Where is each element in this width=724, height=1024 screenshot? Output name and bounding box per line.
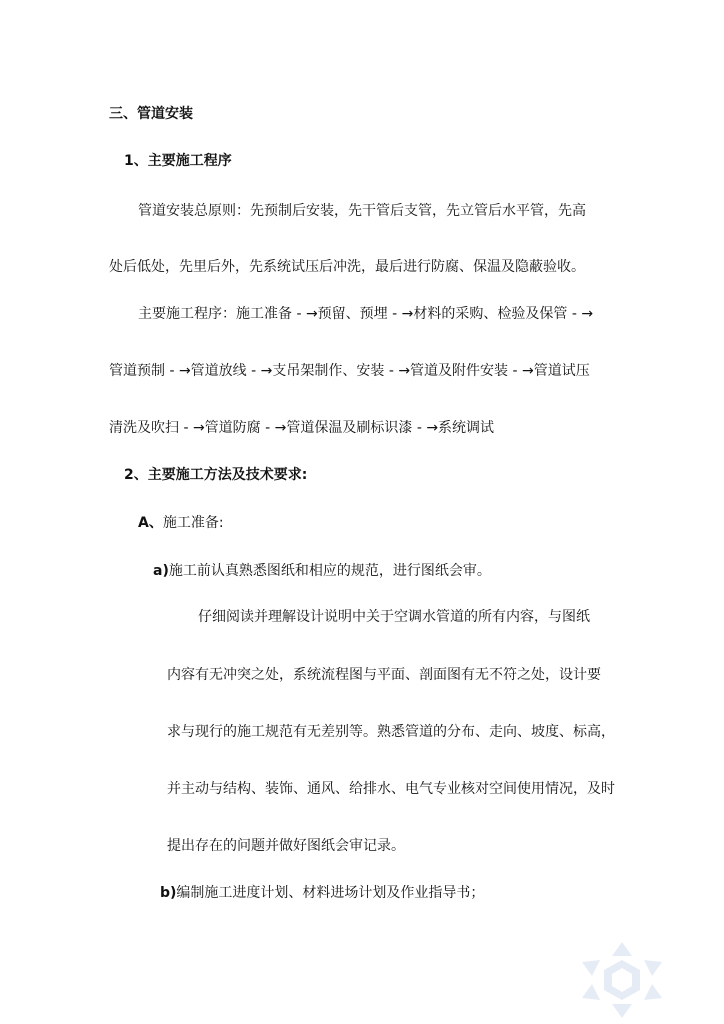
procedure-line-1: 主要施工程序：施工准备 - →预留、预埋 - →材料的采购、检验及保管 - → xyxy=(138,306,594,322)
detail-line-2: 内容有无冲突之处，系统流程图与平面、剖面图有无不符之处，设计要 xyxy=(167,667,601,683)
subsection-1-title: 1、主要施工程序 xyxy=(124,153,232,169)
detail-line-5: 提出存在的问题并做好图纸会审记录。 xyxy=(167,838,405,854)
detail-line-4: 并主动与结构、装饰、通风、给排水、电气专业核对空间使用情况，及时 xyxy=(167,781,615,797)
procedure-line-2: 管道预制 - →管道放线 - →支吊架制作、安装 - →管道及附件安装 - →管道试压 xyxy=(109,363,590,379)
item-a xyxy=(138,513,224,533)
subsection-2-title: 2、主要施工方法及技术要求: xyxy=(124,467,308,483)
item-a-text: 施工准备: xyxy=(162,515,224,531)
principle-line-2: 处后低处，先里后外，先系统试压后冲洗，最后进行防腐、保温及隐蔽验收。 xyxy=(109,259,585,275)
detail-line-3: 求与现行的施工规范有无差别等。熟悉管道的分布、走向、坡度、标高， xyxy=(167,724,615,740)
item-a-b xyxy=(160,883,484,903)
item-a-label: A、 xyxy=(138,515,163,531)
section-title: 三、管道安装 xyxy=(109,106,193,122)
principle-line-1: 管道安装总原则：先预制后安装，先干管后支管，先立管后水平管，先高 xyxy=(138,203,586,219)
item-a-a xyxy=(153,561,491,581)
detail-line-1: 仔细阅读并理解设计说明中关于空调水管道的所有内容，与图纸 xyxy=(198,609,590,625)
item-a-a-text: 施工前认真熟悉图纸和相应的规范，进行图纸会审。 xyxy=(168,563,491,579)
procedure-line-3: 清洗及吹扫 - →管道防腐 - →管道保温及刷标识漆 - →系统调试 xyxy=(109,420,495,436)
item-a-b-label: b) xyxy=(160,885,177,901)
watermark-logo-icon xyxy=(578,940,666,1020)
item-a-a-label: a) xyxy=(153,563,169,579)
item-a-b-text: 编制施工进度计划、材料进场计划及作业指导书； xyxy=(176,885,485,901)
